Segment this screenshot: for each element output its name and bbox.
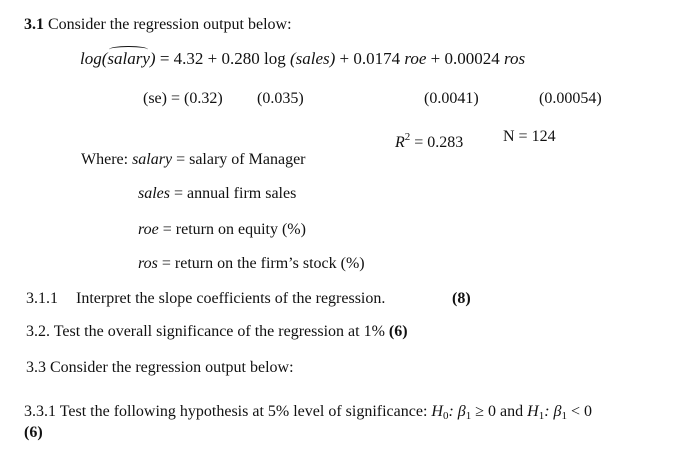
question-3-1-1 xyxy=(26,289,385,309)
question-3-1 xyxy=(24,15,292,35)
equation-roe-coef: + 0.0174 xyxy=(335,49,405,68)
def-text-ros: = return on the firm’s stock (%) xyxy=(157,255,365,272)
equation-log: log( xyxy=(80,49,108,68)
h1-symbol: H xyxy=(527,403,539,420)
se-value-3: (0.0041) xyxy=(424,90,479,107)
def-text-sales: = annual firm sales xyxy=(170,185,297,202)
def-text-roe: = return on equity (%) xyxy=(158,221,306,238)
question-3-3-1 xyxy=(24,402,592,426)
equation-close: ) xyxy=(149,49,156,68)
def-var-roe: roe xyxy=(138,221,159,238)
h1-sub: 1 xyxy=(538,410,545,422)
equation-ros: ros xyxy=(504,49,526,68)
question-text: Consider the regression output below: xyxy=(44,16,292,33)
se-value-2: (0.035) xyxy=(257,90,304,107)
equation-ros-coef: + 0.00024 xyxy=(426,49,505,68)
q311-number: 3.1.1 xyxy=(26,290,58,307)
regression-equation xyxy=(80,49,525,69)
q331-text: 3.3.1 Test the following hypothesis at 5% level of significance: xyxy=(24,403,432,420)
h0-symbol: H xyxy=(431,403,443,420)
h1-beta-sub: 1 xyxy=(561,410,567,422)
definition-ros xyxy=(138,254,365,274)
se-label: (se) = (0.32) xyxy=(143,90,223,107)
equation-sales: (sales) xyxy=(289,49,336,68)
question-3-3: 3.3 Consider the regression output below: xyxy=(26,359,294,376)
question-number: 3.1 xyxy=(24,16,44,33)
r-value: = 0.283 xyxy=(410,134,464,151)
definition-sales xyxy=(138,184,296,204)
h0-beta: : β xyxy=(448,403,466,420)
def-var-sales: sales xyxy=(138,185,170,202)
definition-salary xyxy=(81,150,306,170)
q331-marks: (6) xyxy=(24,424,43,441)
def-var-ros: ros xyxy=(138,255,158,272)
equation-rhs: = 4.32 + 0.280 log xyxy=(155,49,290,68)
question-3-2 xyxy=(26,322,408,342)
h0-beta-sub: 1 xyxy=(465,410,472,422)
equation-salary-hat: salary xyxy=(107,49,150,68)
h1-beta: : β xyxy=(544,403,562,420)
q311-text: Interpret the slope coefficients of the regression. xyxy=(76,290,386,307)
r-squared xyxy=(395,127,463,153)
q32-marks: (6) xyxy=(388,323,408,340)
h0-sub: 0 xyxy=(442,410,449,422)
def-var-salary: salary xyxy=(132,151,173,168)
r-symbol: R xyxy=(395,134,405,151)
se-value-4: (0.00054) xyxy=(539,90,602,107)
definition-roe xyxy=(138,220,306,240)
h0-condition: ≥ 0 and xyxy=(471,403,528,420)
sample-size: N = 124 xyxy=(503,128,556,145)
equation-roe: roe xyxy=(404,49,427,68)
r-exponent: 2 xyxy=(404,131,411,143)
where-lead: Where: xyxy=(81,151,133,168)
def-text-salary: = salary of Manager xyxy=(172,151,306,168)
h1-condition: < 0 xyxy=(567,403,593,420)
q311-marks: (8) xyxy=(452,290,471,307)
q32-text: 3.2. Test the overall significance of the regression at 1% xyxy=(26,323,389,340)
